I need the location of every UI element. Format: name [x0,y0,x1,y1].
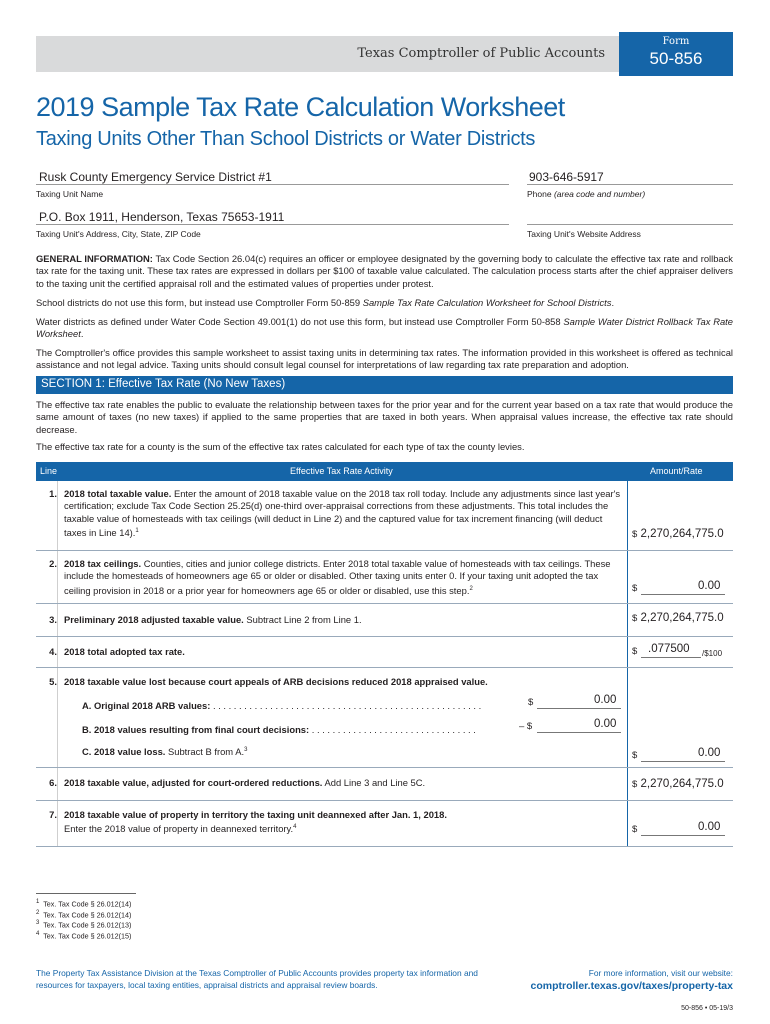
line-number: 7. [49,809,57,820]
line-description: 2018 total taxable value. Enter the amount of 2018 taxable value on the 2018 tax roll today. Include any adjustments since last year's certification; exclude Tax Code Section 25.25(d) one-third over-appraisal corrections from these adjustments. This total includes the taxable value of homesteads with tax ceilings (will deduct in Line 2) and the captured value for tax increment financing (will deduct taxes in Line 14).$^1$ [64,488,621,539]
line-number: 6. [49,777,57,788]
phone-label: Phone (area code and number) [527,189,646,199]
line-7-amount[interactable]: $ 0.00 [632,823,637,835]
footnotes [36,898,131,940]
footnote: $^4$ Tex. Tax Code § 26.012(15) [36,930,132,941]
line-number: 2. [49,558,57,569]
water-district-paragraph: Water districts as defined under Water Code Section 49.001(1) do not use this form, but instead use Comptroller Form 50-858 Sample Water District Rollback Tax Rate Worksheet. [36,316,733,340]
website-label: Taxing Unit's Website Address [527,229,641,239]
row-divider [36,767,733,768]
address-label: Taxing Unit's Address, City, State, ZIP Code [36,229,201,239]
general-information-paragraph: GENERAL INFORMATION: Tax Code Section 26.04(c) requires an officer or employee designated by the governing body to calculate the effective tax rate and rollback tax rate for the taxing unit. These tax rates are expressed in dollars per $100 of taxable value calculated. The calculation process starts after the chief appraiser delivers to the taxing unit the certified appraisal roll and the estimated values of properties under protest. [36,253,733,289]
website-line [527,224,733,225]
taxing-unit-name-label: Taxing Unit Name [36,189,104,199]
form-revision-code: 50-856 • 05-19/3 [681,1005,733,1012]
line-6-amount[interactable]: $ 2,270,264,775.0 [632,778,724,790]
line-description: 2018 tax ceilings. Counties, cities and junior college districts. Enter 2018 total taxable value of homesteads with tax ceilings. These include the homesteads of homeowners age 65 or older or disabled. Other taxing units enter 0. If your taxing unit adopted the tax ceiling provision in 2018 or a prior year for homeowners age 65 or older or disabled, use this step.$^2$ [64,558,611,596]
line-number: 5. [49,676,57,687]
phone-value[interactable]: 903-646-5917 [529,170,604,184]
school-district-paragraph: School districts do not use this form, but instead use Comptroller Form 50-859 Sample Tax Rate Calculation Worksheet for School Districts. [36,297,615,308]
taxing-unit-name-line [36,184,509,185]
line-2-amount[interactable]: $ 0.00 [632,582,637,594]
line-description: 2018 taxable value lost because court appeals of ARB decisions reduced 2018 appraised value. [64,676,488,687]
address-line [36,224,509,225]
amount-column-divider [627,481,628,847]
line-description: 2018 total adopted tax rate. [64,646,185,657]
section-1-intro: The effective tax rate enables the public to evaluate the relationship between taxes for the prior year and for the current year based on a tax rate that would produce the same amount of taxes (no new taxes) if applied to the same properties that are taxed in both years. When appraisal values increase, the effective tax rate should decrease. [36,399,733,435]
line-column-divider [57,481,58,847]
footnotes-rule [36,893,136,894]
line-number: 4. [49,646,57,657]
form-label: Form [662,36,690,47]
footnote: $^1$ Tex. Tax Code § 26.012(14) [36,899,132,909]
footnote: $^2$ Tex. Tax Code § 26.012(14) [36,909,132,919]
form-number-box [619,32,733,76]
line-description: 2018 taxable value, adjusted for court-ordered reductions. Add Line 3 and Line 5C. [64,777,426,788]
line-5b-amount[interactable]: – $ 0.00 [519,720,532,732]
address-value[interactable]: P.O. Box 1911, Henderson, Texas 75653-1911 [39,210,285,224]
column-amount: Amount/Rate [650,466,703,476]
row-divider [36,846,733,847]
footer-description: The Property Tax Assistance Division at the Texas Comptroller of Public Accounts provides property tax information and resources for taxpayers, local taxing entities, appraisal districts and appraisal review boards. [36,968,478,990]
form-number: 50-856 [649,49,703,68]
line-4-rate[interactable]: $ .077500 /$100 [632,643,723,658]
line-1-amount[interactable]: $ 2,270,264,775.0 [632,528,724,540]
column-line: Line [40,466,58,476]
line-5a-label: A. Original 2018 ARB values: . . . . . . . . . . . . . . . . . . . . . . . . . . . . . . . . . . . . . . . . . . . . . . . . . . . . [82,700,482,711]
agency-name: Texas Comptroller of Public Accounts [357,46,605,61]
section-1-county-note: The effective tax rate for a county is the sum of the effective tax rates calculated for each type of tax the county levies. [36,441,525,452]
footnote: $^3$ Tex. Tax Code § 26.012(13) [36,920,132,930]
row-divider [36,550,733,551]
comptroller-paragraph: The Comptroller's office provides this sample worksheet to assist taxing units in determining tax rates. The information provided in this worksheet is offered as technical assistance and not legal advice. Taxing units should consult legal counsel for interpretations of law regarding tax rate preparation and adoption. [36,347,733,371]
line-number: 1. [49,488,57,499]
footer-more-info: For more information, visit our website: [588,968,733,978]
line-5c-label: C. 2018 value loss. Subtract B from A.$^3$ [82,746,248,757]
row-divider [36,800,733,801]
row-divider [36,603,733,604]
footer-url-link[interactable]: comptroller.texas.gov/taxes/property-tax [530,980,733,992]
line-5a-amount[interactable]: $ 0.00 [528,696,533,708]
line-5c-amount[interactable]: $ 0.00 [632,749,637,761]
section-1-heading: SECTION 1: Effective Tax Rate (No New Taxes) [36,376,733,394]
row-divider [36,667,733,668]
column-activity: Effective Tax Rate Activity [290,466,393,476]
page-subtitle: Taxing Units Other Than School Districts or Water Districts [36,128,536,150]
phone-line [527,184,733,185]
form-header-bar [36,36,733,72]
taxing-unit-name-value[interactable]: Rusk County Emergency Service District #1 [39,170,272,184]
footer-website [531,967,734,993]
page-title: 2019 Sample Tax Rate Calculation Worksheet [36,92,565,122]
worksheet-table-header [36,462,733,481]
line-description: Preliminary 2018 adjusted taxable value. Subtract Line 2 from Line 1. [64,614,362,625]
line-3-amount[interactable]: $ 2,270,264,775.0 [632,612,724,624]
line-5b-label: B. 2018 values resulting from final court decisions: . . . . . . . . . . . . . . . . . . . . . . . . . . . . . . . . [82,724,476,735]
row-divider [36,636,733,637]
line-description: 2018 taxable value of property in territory the taxing unit deannexed after Jan. 1, 2018. Enter the 2018 value of property in deannexed territory.$^4$ [64,809,447,835]
line-number: 3. [49,614,57,625]
